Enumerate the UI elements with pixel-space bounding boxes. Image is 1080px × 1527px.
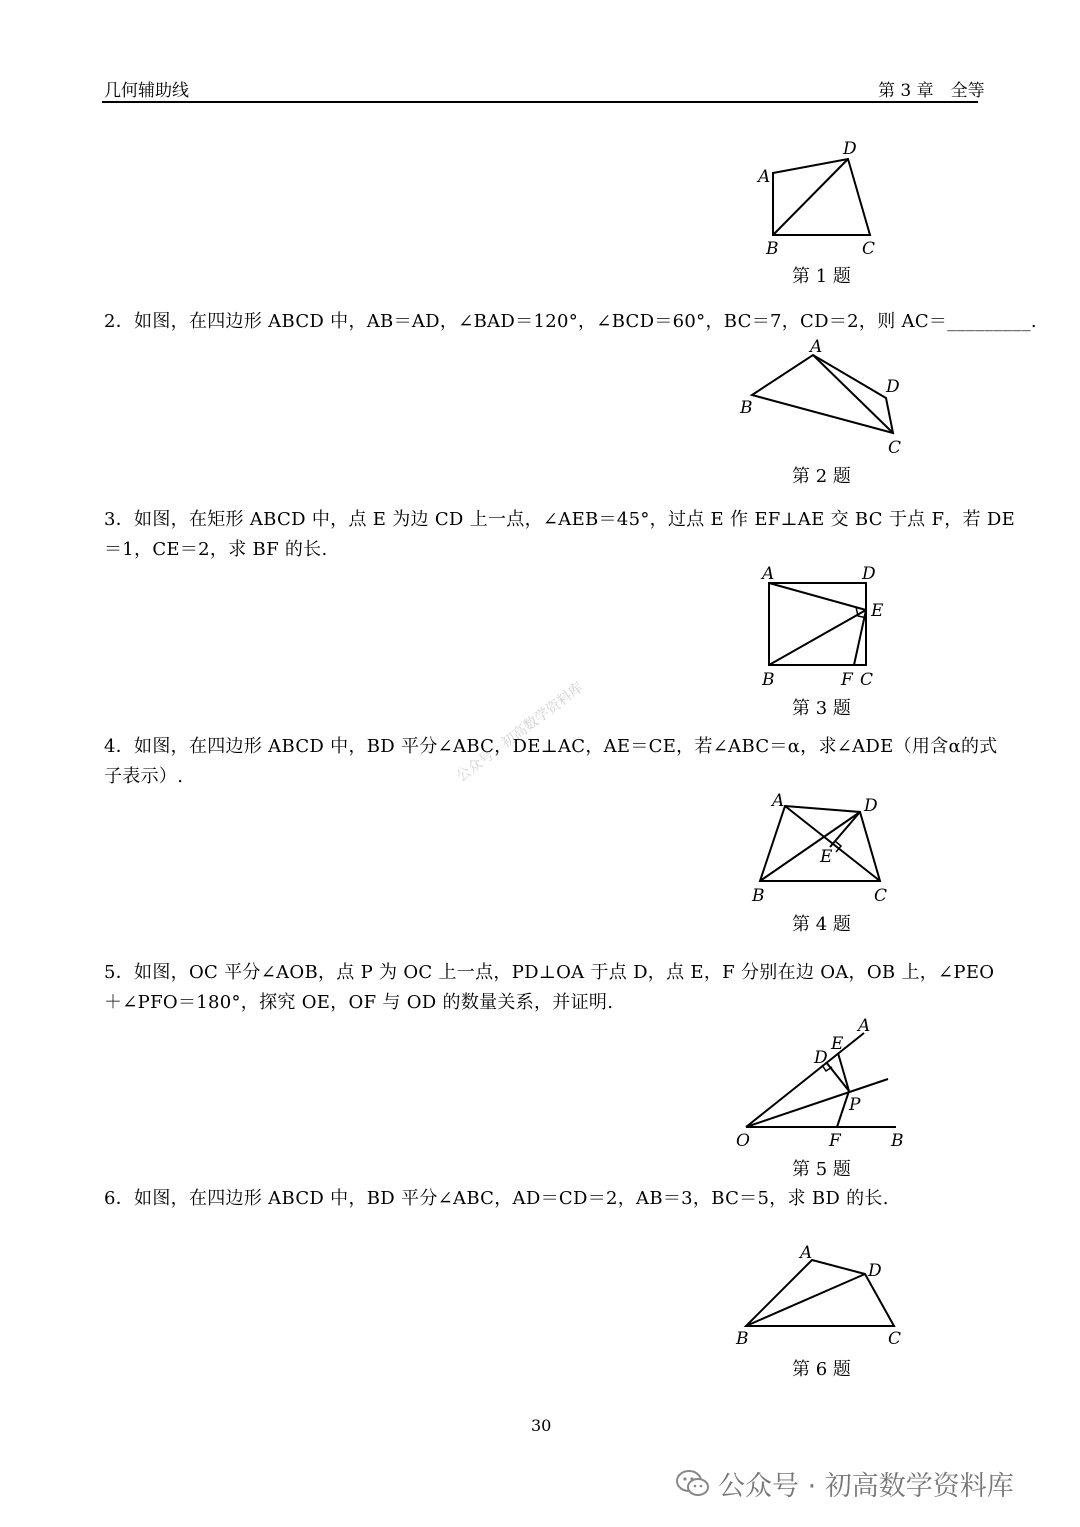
problem-5-line-1: 5．如图，OC 平分∠AOB，点 P 为 OC 上一点，PD⊥OA 于点 D，点 E，F 分别在边 OA，OB 上，∠PEO [104, 962, 995, 983]
problem-3-line-2: ＝1，CE＝2，求 BF 的长. [104, 539, 328, 560]
fig6-label-c: C [888, 1329, 902, 1349]
figure-4-caption: 第 4 题 [792, 914, 851, 935]
footer-brand-text: 公众号 · 初高数学资料库 [718, 1471, 1014, 1502]
figure-2-caption: 第 2 题 [792, 466, 851, 487]
fig6-diagonal-bd [746, 1274, 865, 1326]
fig6-label-a: A [800, 1243, 813, 1263]
fig3-label-e: E [871, 601, 884, 621]
fig3-label-a: A [762, 564, 775, 584]
wechat-icon [676, 1469, 710, 1499]
fig3-label-c: C [860, 670, 874, 690]
fig1-quadrilateral [773, 159, 870, 235]
fig3-right-angle-mark [856, 607, 867, 618]
running-header-chapter: 第 3 章 全等 [878, 81, 985, 101]
figure-5-caption: 第 5 题 [792, 1159, 851, 1180]
fig4-right-angle-mark [835, 841, 841, 852]
fig3-rectangle [769, 583, 866, 665]
fig4-diagonal-bd [760, 812, 860, 881]
fig5-segment-pd [826, 1062, 849, 1091]
fig6-label-d: D [868, 1261, 882, 1281]
fig1-label-c: C [862, 239, 876, 259]
fig2-label-d: D [886, 377, 900, 397]
fig5-right-angle-mark [822, 1065, 832, 1071]
footer-brand [676, 1464, 1014, 1503]
fig4-label-b: B [752, 886, 765, 906]
fig3-segment-ef [854, 610, 866, 665]
figure-3-caption: 第 3 题 [792, 698, 851, 719]
fig5-label-e: E [831, 1034, 844, 1054]
fig4-label-e: E [820, 847, 833, 867]
fig1-diagonal-bd [773, 159, 848, 235]
fig5-label-f: F [829, 1131, 841, 1151]
fig3-segment-ae [769, 583, 866, 610]
fig6-label-b: B [736, 1329, 749, 1349]
fig5-label-d: D [814, 1048, 828, 1068]
header-divider [102, 101, 978, 103]
fig4-diagonal-ac [785, 806, 880, 881]
fig3-label-b: B [762, 670, 775, 690]
fig5-label-b: B [891, 1131, 904, 1151]
fig2-diagonal-ac [813, 355, 893, 433]
fig4-segment-de [830, 812, 860, 847]
problem-4-line-1: 4．如图，在四边形 ABCD 中，BD 平分∠ABC，DE⊥AC，AE＝CE，若∠ABC＝α，求∠ADE（用含α的式 [104, 736, 998, 757]
problem-5-line-2: ＋∠PFO＝180°，探究 OE，OF 与 OD 的数量关系，并证明. [104, 992, 614, 1013]
fig5-segment-pf [837, 1091, 849, 1127]
fig2-label-c: C [888, 438, 902, 458]
fig4-label-a: A [772, 791, 785, 811]
fig3-label-f: F [841, 670, 853, 690]
fig1-label-b: B [766, 239, 779, 259]
fig3-label-d: D [862, 564, 876, 584]
fig4-label-c: C [874, 886, 888, 906]
fig1-label-d: D [843, 139, 857, 159]
fig6-quadrilateral [746, 1260, 894, 1326]
fig5-label-a: A [858, 1016, 871, 1036]
fig2-label-b: B [740, 398, 753, 418]
figure-1-caption: 第 1 题 [792, 266, 851, 287]
problem-6-line-1: 6．如图，在四边形 ABCD 中，BD 平分∠ABC，AD＝CD＝2，AB＝3，BC＝5，求 BD 的长. [104, 1188, 889, 1209]
fig2-quadrilateral [752, 355, 893, 433]
figure-6-caption: 第 6 题 [792, 1359, 851, 1380]
fig4-quadrilateral [760, 806, 880, 881]
fig3-segment-be [769, 610, 866, 665]
problem-3-line-1: 3．如图，在矩形 ABCD 中，点 E 为边 CD 上一点，∠AEB＝45°，过点 E 作 EF⊥AE 交 BC 于点 F，若 DE [104, 509, 1016, 530]
problem-4-line-2: 子表示）. [104, 766, 184, 787]
fig4-label-d: D [864, 796, 878, 816]
diagonal-watermark: 公众号：初高数学资料库 [453, 679, 587, 786]
problem-2-line-1: 2．如图，在四边形 ABCD 中，AB＝AD，∠BAD＝120°，∠BCD＝60°，BC＝7，CD＝2，则 AC＝_________. [104, 311, 1037, 332]
fig5-ray-oa [746, 1033, 864, 1127]
fig5-label-o: O [736, 1131, 750, 1151]
fig5-label-p: P [849, 1095, 861, 1115]
fig1-label-a: A [758, 167, 771, 187]
fig5-ray-oc [746, 1079, 888, 1127]
fig2-label-a: A [810, 337, 823, 357]
page-number: 30 [531, 1416, 552, 1435]
fig5-segment-pe [838, 1053, 849, 1091]
running-header-title: 几何辅助线 [104, 81, 189, 101]
